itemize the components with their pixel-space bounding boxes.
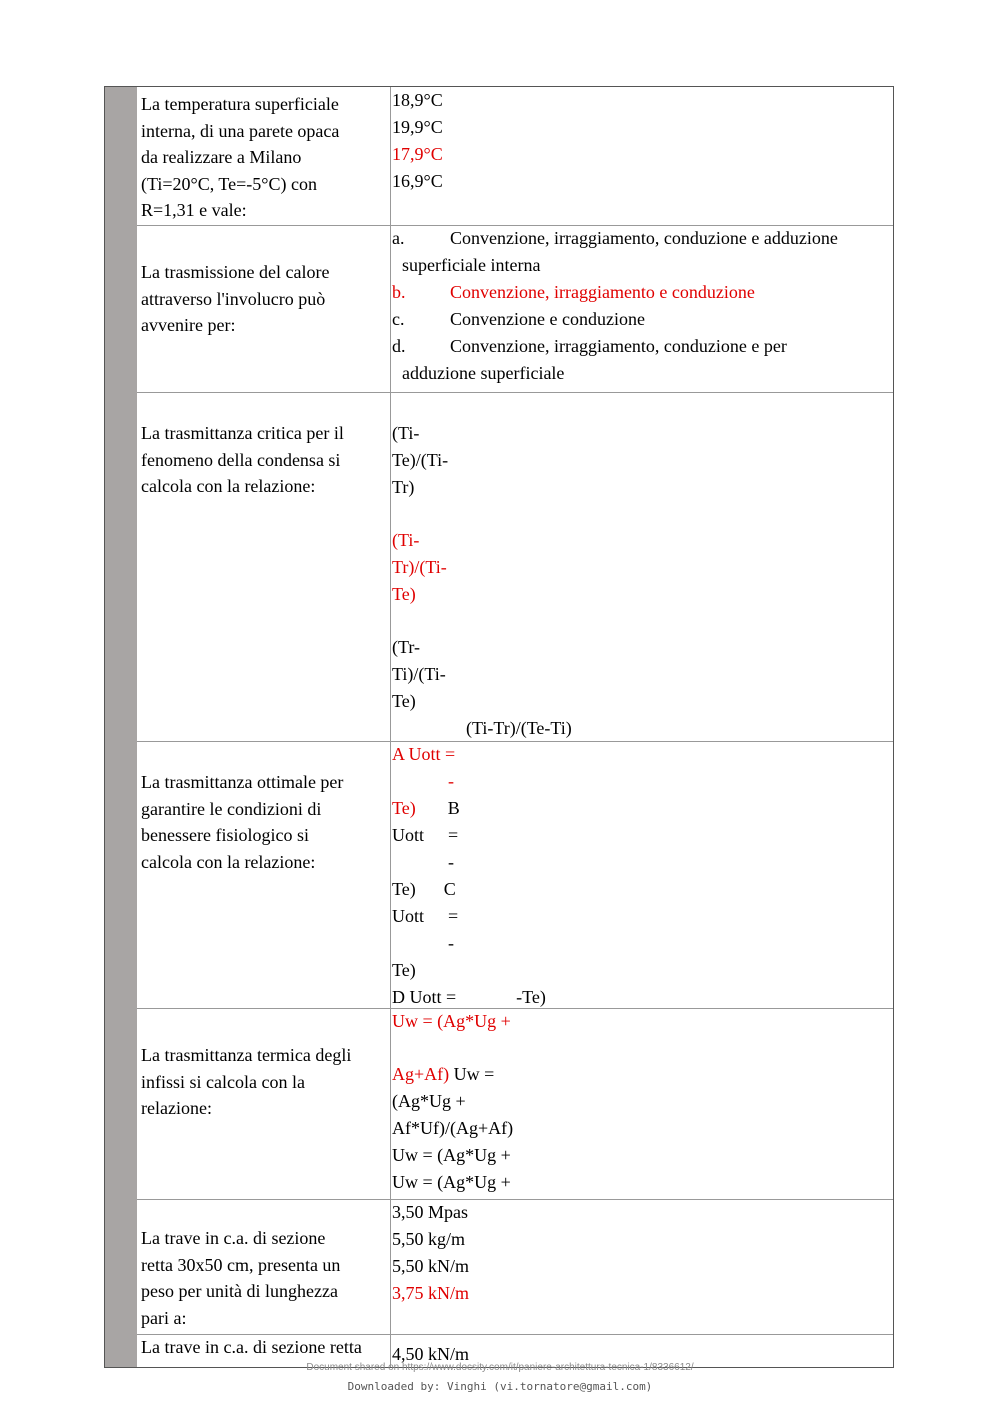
answer-fragment: =: [448, 825, 459, 845]
spacer: [392, 608, 885, 634]
option-text-continued: superficiale interna: [402, 255, 541, 275]
question-text: La trasmittanza critica per il fenomeno della condensa si calcola con la relazione:: [141, 423, 344, 496]
answer-option: 18,9°C: [392, 90, 443, 110]
option-letter: B: [447, 798, 460, 818]
answer-option: 5,50 kN/m: [392, 1256, 470, 1276]
answer-option: [392, 225, 885, 279]
answer-option: Uw = (Ag*Ug +: [392, 1145, 511, 1165]
option-letter: a.: [392, 228, 405, 248]
answer-fragment: -: [448, 771, 454, 791]
question-row-5: [137, 1008, 893, 1200]
answer-list: [392, 741, 885, 1011]
answer-option: (Tr-: [392, 637, 420, 657]
answer-fragment: Uott: [392, 825, 425, 845]
answer-option: Uw =: [453, 1064, 495, 1084]
spacer: [392, 501, 885, 527]
answer-option-correct: Uw = (Ag*Ug +: [392, 1011, 511, 1031]
option-letter: c.: [392, 309, 405, 329]
answer-option: 16,9°C: [392, 171, 443, 191]
answer-option: (Ti-: [392, 423, 420, 443]
question-row-1: [137, 87, 893, 226]
document-shared-notice: Document shared on https://www.docsity.com/it/paniere-architettura-tecnica-1/8336612/: [306, 1362, 694, 1373]
answer-list: [392, 225, 885, 387]
answer-option-correct: 3,75 kN/m: [392, 1283, 470, 1303]
answer-option: D Uott =: [392, 987, 457, 1007]
option-letter: C: [443, 879, 456, 899]
answer-fragment: -: [448, 933, 454, 953]
downloaded-by-notice: Downloaded by: Vinghi (vi.tornatore@gmail.com): [347, 1380, 653, 1393]
answer-option: 19,9°C: [392, 117, 443, 137]
answer-fragment: =: [448, 906, 459, 926]
question-row-3: [137, 392, 893, 742]
option-text: Convenzione, irraggiamento, conduzione e adduzione: [450, 228, 838, 248]
option-text: Convenzione, irraggiamento e conduzione: [450, 282, 755, 302]
answer-option: 4,50 kN/m: [392, 1344, 470, 1364]
answer-fragment: (Ag*Ug +: [392, 1091, 466, 1111]
answer-fragment: -Te): [516, 987, 546, 1007]
answer-fragment: Te): [392, 960, 416, 980]
answer-option: Uw = (Ag*Ug +: [392, 1172, 511, 1192]
answer-option-correct: 17,9°C: [392, 144, 443, 164]
answer-fragment: Ag+Af): [392, 1064, 450, 1084]
question-text: La trasmittanza ottimale per garantire le condizioni di benessere fisiologico si calcola con la relazione:: [141, 772, 344, 872]
option-letter: b.: [392, 282, 406, 302]
answer-option-correct: [392, 279, 885, 306]
option-text: Convenzione e conduzione: [450, 309, 645, 329]
answer-option-correct: A Uott =: [392, 744, 456, 764]
option-letter: d.: [392, 336, 406, 356]
question-text: La temperatura superficiale interna, di una parete opaca da realizzare a Milano (Ti=20°C, Te=-5°C) con R=1,31 e vale:: [141, 94, 340, 220]
answer-option-correct: Tr)/(Ti-: [392, 557, 447, 577]
answer-fragment: -: [448, 852, 454, 872]
answer-fragment: Te): [392, 879, 416, 899]
spacer: [392, 1035, 885, 1061]
answer-option: Tr): [392, 477, 415, 497]
answer-option-correct: (Ti-: [392, 530, 420, 550]
answer-option: (Ti-Tr)/(Te-Ti): [466, 718, 572, 738]
answer-fragment: Te): [392, 798, 416, 818]
answer-list: [392, 420, 885, 742]
question-text: La trave in c.a. di sezione retta 30x50 cm, presenta un peso per unità di lunghezza pari a:: [141, 1228, 341, 1328]
question-text: La trave in c.a. di sezione retta: [141, 1337, 362, 1357]
quiz-table: [104, 86, 894, 1368]
question-row-6: [137, 1199, 893, 1335]
answer-option: Te)/(Ti-: [392, 450, 449, 470]
answer-option: Te): [392, 691, 416, 711]
option-text: Convenzione, irraggiamento, conduzione e per: [450, 336, 787, 356]
answer-option: [392, 333, 885, 387]
answer-option-correct: Te): [392, 584, 416, 604]
option-text-continued: adduzione superficiale: [402, 363, 565, 383]
answer-option: [392, 306, 885, 333]
answer-fragment: Af*Uf)/(Ag+Af): [392, 1118, 514, 1138]
question-text: La trasmissione del calore attraverso l'involucro può avvenire per:: [141, 262, 330, 335]
answer-option: 5,50 kg/m: [392, 1229, 466, 1249]
question-row-4: [137, 741, 893, 1009]
row-header-band: [105, 87, 137, 1367]
answer-list: [392, 1199, 885, 1307]
answer-option: Ti)/(Ti-: [392, 664, 446, 684]
answer-option: 3,50 Mpas: [392, 1202, 468, 1222]
answer-list: [392, 87, 885, 195]
answer-fragment: Uott: [392, 906, 425, 926]
question-row-2: [137, 225, 893, 393]
answer-list: [392, 1008, 885, 1196]
question-text: La trasmittanza termica degli infissi si calcola con la relazione:: [141, 1045, 352, 1118]
